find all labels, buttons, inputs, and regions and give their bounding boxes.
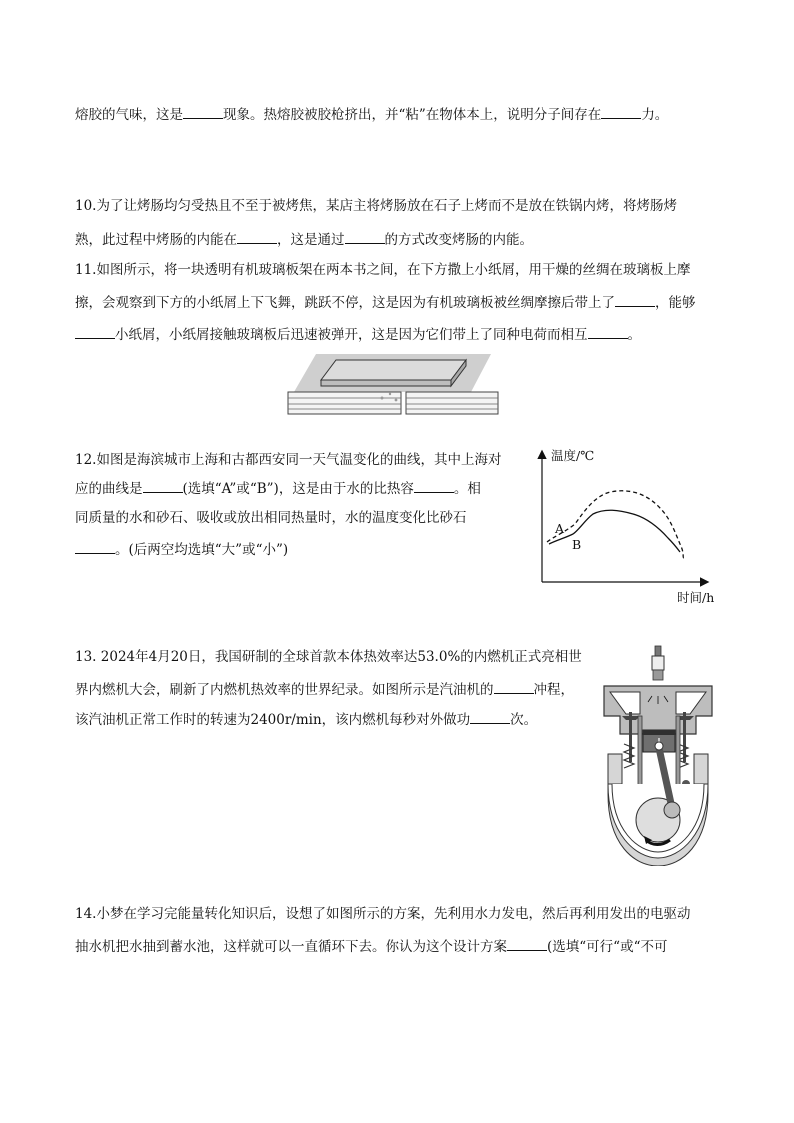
answer-blank[interactable] [470,709,510,724]
q13-line-1 [75,648,582,666]
q14-text-b: (选填“可行“或“不可 [547,939,668,955]
q13-line-3 [75,709,537,729]
q11-text-a: 擦，会观察到下方的小纸屑上下飞舞，跳跃不停，这是因为有机玻璃板被丝绸摩擦后带上了 [75,295,615,311]
q-prev-line-1 [75,104,668,124]
answer-blank[interactable] [143,478,183,493]
q14-line-2 [75,936,667,956]
answer-blank[interactable] [601,104,641,119]
q13-text-c: 该汽油机正常工作时的转速为2400r/min，该内燃机每秒对外做功 [75,712,471,728]
q12-line-4 [75,539,288,559]
q14-text-a: 抽水机把水抽到蓄水池，这样就可以一直循环下去。你认为这个设计方案 [75,939,507,955]
gasoline-engine-figure [596,644,720,866]
q12-text-d: 同质量的水和砂石、吸收或放出相同热量时，水的温度变化比砂石 [75,510,467,526]
q12-line-2 [75,478,481,498]
q13-text-b: 冲程， [533,682,574,698]
q11-line-1 [75,261,690,279]
q10-line-2 [75,229,533,249]
x-axis-label: 时间/h [677,590,715,605]
answer-blank[interactable] [237,229,277,244]
q11-text-c: 小纸屑，小纸屑接触玻璃板后迅速被弹开，这是因为它们带上了同种电荷而相互 [115,327,588,343]
series-a-label: A [555,521,565,536]
q-prev-text-c: 力。 [641,107,669,123]
q10-text-c: 的方式改变烤肠的内能。 [384,232,533,248]
answer-blank[interactable] [507,936,547,951]
answer-blank[interactable] [183,104,223,119]
temperature-chart [535,440,725,610]
q13-text: 13. 2024年4月20日，我国研制的全球首款本体热效率达53.0%的内燃机正式亮相世 [75,649,582,665]
q13-line-2 [75,679,574,699]
q12-line-3 [75,509,467,527]
q10-text-b: ，这是通过 [277,232,345,248]
glass-plate-books-figure [286,350,501,418]
q11-text: 11.如图所示，将一块透明有机玻璃板架在两本书之间，在下方撒上小纸屑，用干燥的丝绸在玻璃板上摩 [75,262,691,278]
q11-line-3 [75,324,641,344]
q11-text-b: ，能够 [655,295,696,311]
q12-text: 12.如图是海滨城市上海和古都西安同一天气温变化的曲线，其中上海对 [75,452,502,468]
series-a-line [547,491,684,558]
answer-blank[interactable] [414,478,454,493]
q10-text: 10.为了让烤肠均匀受热且不至于被烤焦，某店主将烤肠放在石子上烤而不是放在铁锅内烤，将烤肠烤 [75,198,677,214]
q11-text-d: 。 [627,327,641,343]
answer-blank[interactable] [494,679,534,694]
q10-text-a: 熟，此过程中烤肠的内能在 [75,232,237,248]
y-axis-label: 温度/℃ [551,448,595,463]
q11-line-2 [75,292,696,312]
q14-line-1 [75,905,690,923]
answer-blank[interactable] [588,324,628,339]
q12-text-b: (选填“A”或“B”)，这是由于水的比热容 [182,481,414,497]
q14-text: 14.小梦在学习完能量转化知识后，设想了如图所示的方案，先利用水力发电，然后再利用发出的电驱动 [75,906,691,922]
q12-text-c: 。相 [453,481,481,497]
q12-text-a: 应的曲线是 [75,481,143,497]
q13-text-a: 界内燃机大会，刷新了内燃机热效率的世界纪录。如图所示是汽油机的 [75,682,494,698]
series-b-line [549,510,680,552]
answer-blank[interactable] [345,229,385,244]
answer-blank[interactable] [615,292,655,307]
answer-blank[interactable] [75,324,115,339]
q-prev-text-a: 熔胶的气味，这是 [75,107,183,123]
q12-line-1 [75,451,501,469]
q13-text-d: 次。 [510,712,538,728]
q12-text-e: 。(后两空均选填“大”或“小”) [115,542,289,558]
q10-line-1 [75,197,677,215]
series-b-label: B [572,537,582,552]
q-prev-text-b: 现象。热熔胶被胶枪挤出，并“粘”在物体本上，说明分子间存在 [223,107,602,123]
answer-blank[interactable] [75,539,115,554]
